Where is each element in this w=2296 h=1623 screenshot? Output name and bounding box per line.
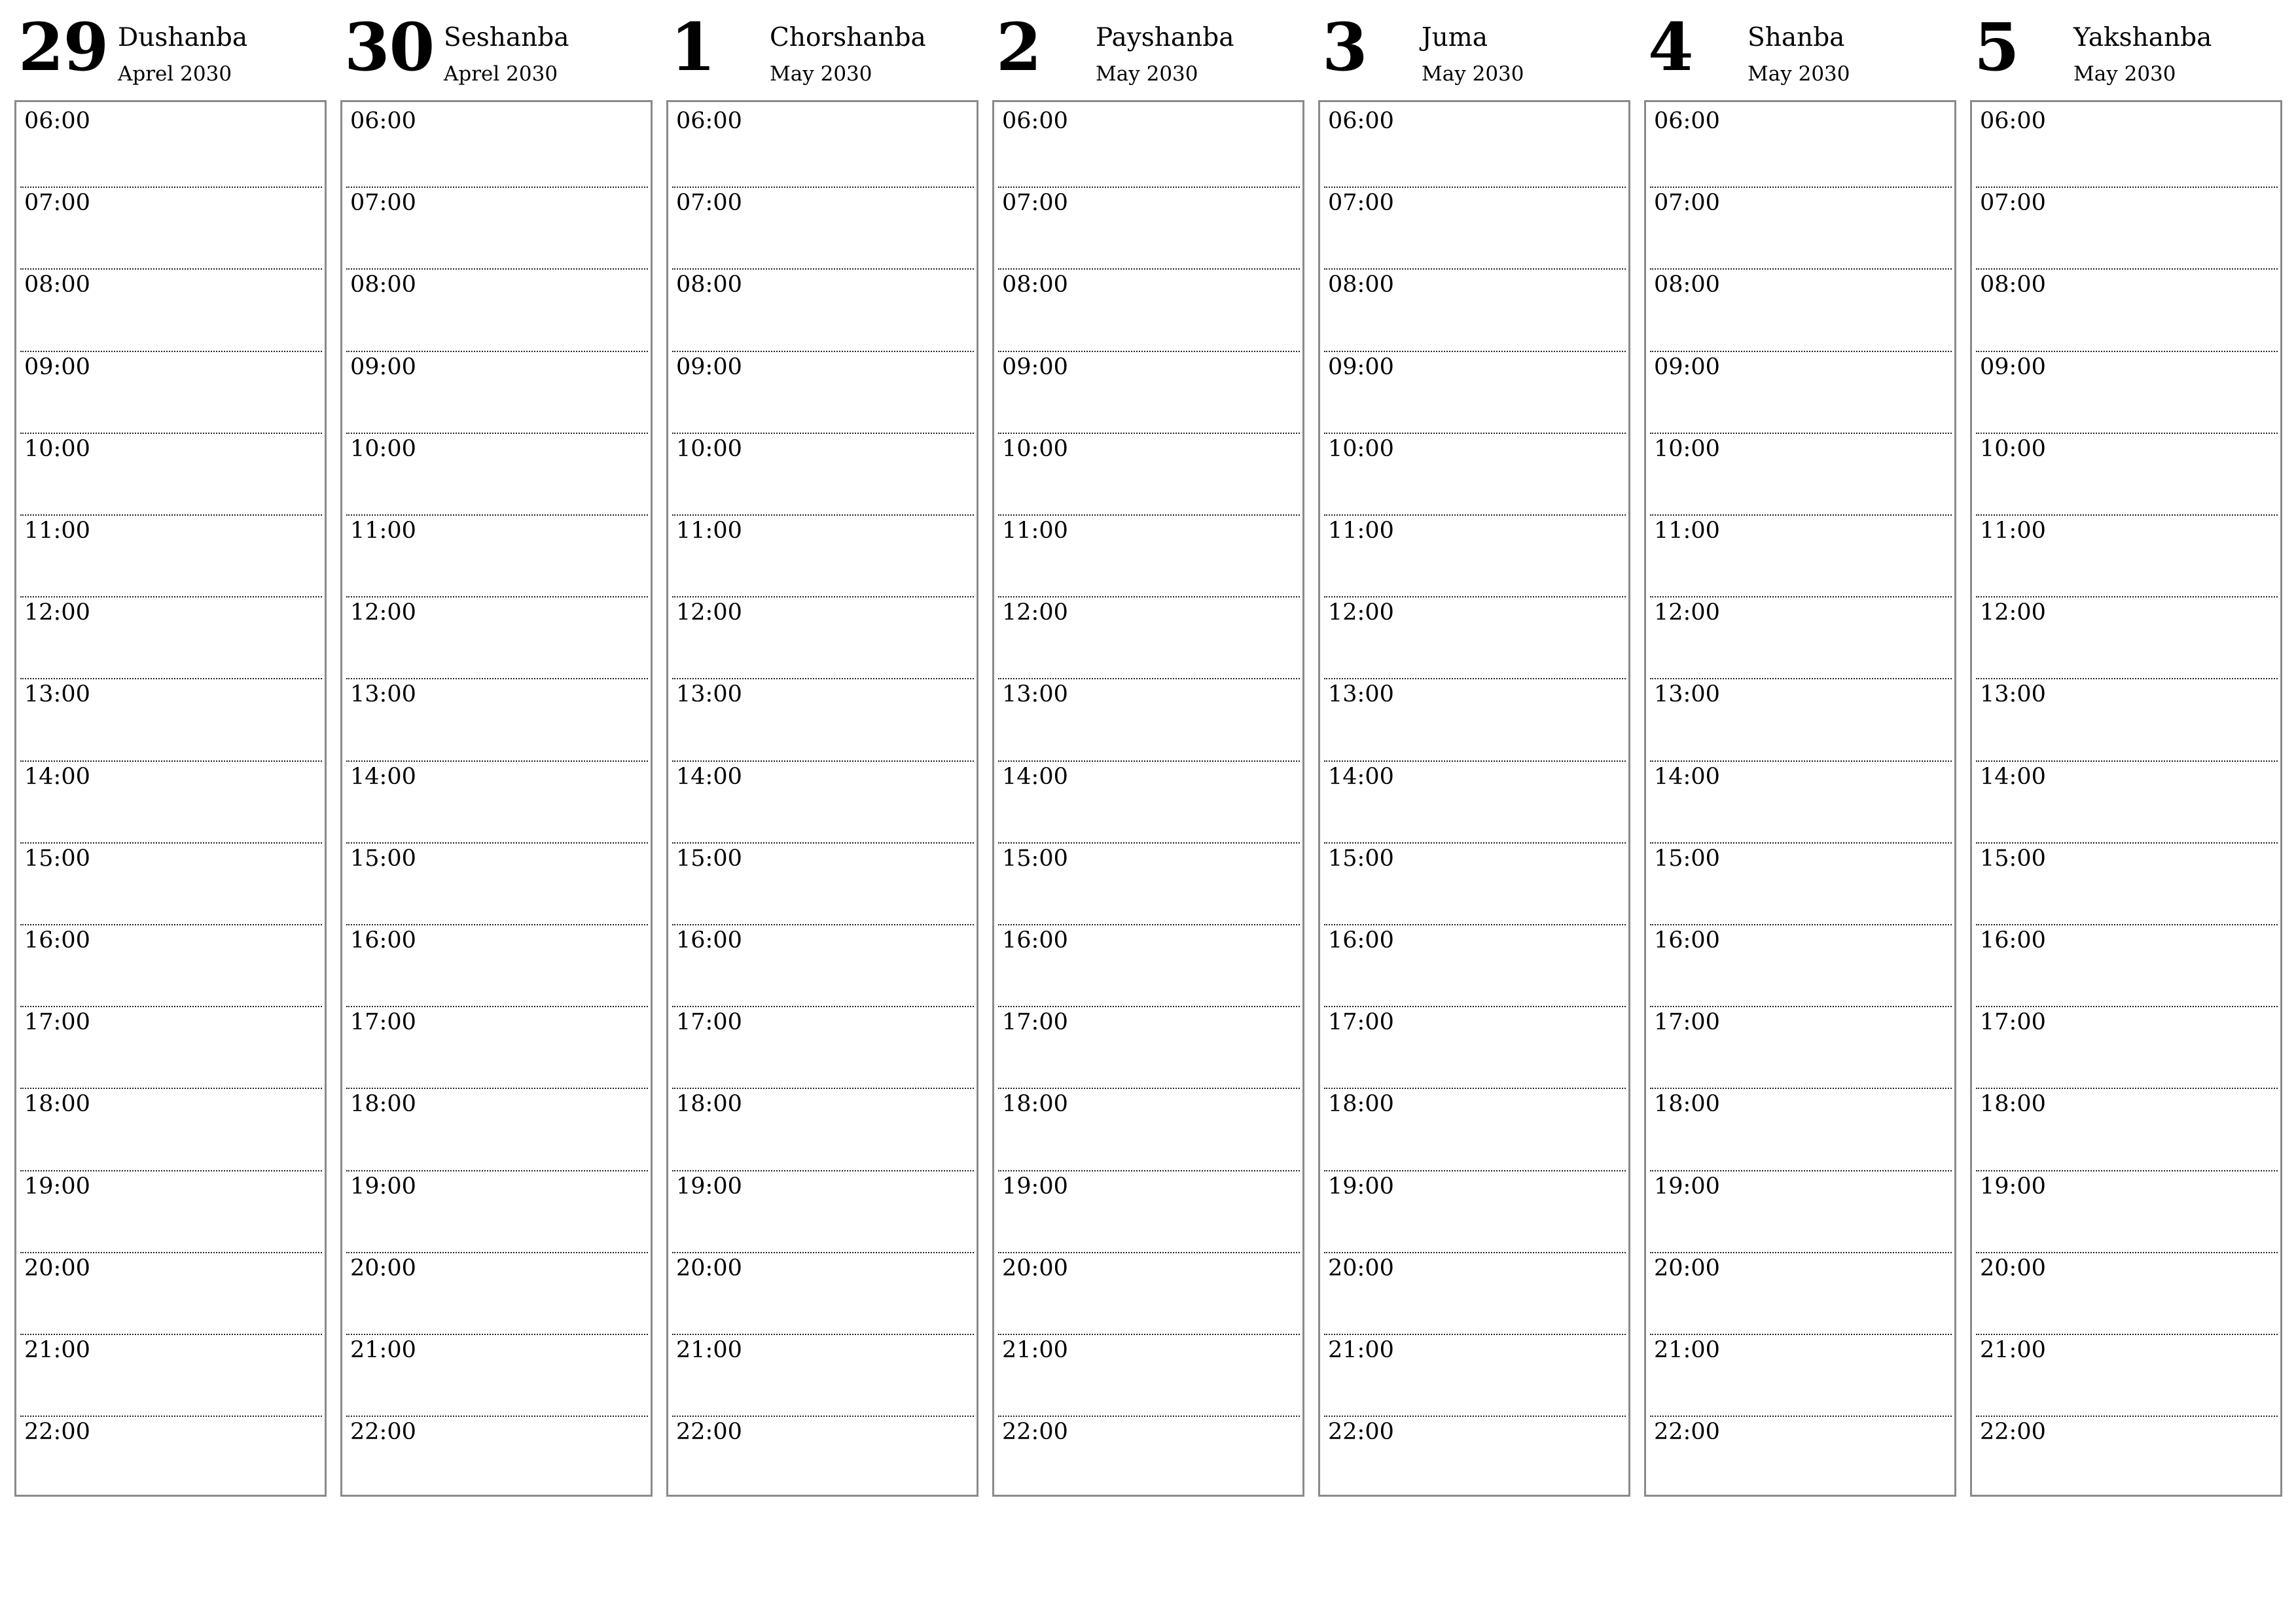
day-column: [992, 0, 1304, 1499]
time-label: 08:00: [24, 272, 90, 298]
time-slot[interactable]: [1976, 679, 2278, 761]
time-slot[interactable]: [1650, 679, 1952, 761]
time-label: 17:00: [1328, 1009, 1394, 1036]
time-label: 11:00: [24, 518, 90, 544]
day-column: [340, 0, 653, 1499]
time-slot[interactable]: [346, 1253, 648, 1335]
day-schedule-box: [666, 100, 978, 1497]
time-label: 12:00: [1980, 599, 2046, 626]
day-header: [1970, 0, 2282, 98]
time-label: 20:00: [1328, 1255, 1394, 1281]
day-month: May 2030: [1096, 62, 1198, 86]
time-label: 10:00: [1654, 435, 1720, 462]
time-slot[interactable]: [672, 516, 974, 597]
time-slot[interactable]: [1324, 679, 1626, 761]
time-slot[interactable]: [20, 1007, 322, 1089]
time-slot[interactable]: [1324, 434, 1626, 516]
time-slot[interactable]: [20, 434, 322, 516]
time-slot[interactable]: [672, 1171, 974, 1253]
day-month: May 2030: [770, 62, 872, 86]
time-slot[interactable]: [998, 1007, 1300, 1089]
time-label: 08:00: [1328, 272, 1394, 298]
day-column: [1644, 0, 1956, 1499]
day-number: 1: [670, 9, 715, 86]
time-label: 18:00: [1328, 1091, 1394, 1118]
time-slot[interactable]: [672, 106, 974, 188]
time-label: 06:00: [1654, 108, 1720, 134]
time-label: 22:00: [676, 1419, 742, 1446]
time-slot[interactable]: [672, 1335, 974, 1417]
time-label: 16:00: [350, 927, 416, 954]
day-number: 4: [1648, 9, 1693, 86]
time-label: 17:00: [1654, 1009, 1720, 1036]
time-slot[interactable]: [20, 925, 322, 1007]
time-label: 13:00: [350, 681, 416, 708]
time-label: 12:00: [350, 599, 416, 626]
time-slot[interactable]: [1324, 1171, 1626, 1253]
time-slot[interactable]: [1976, 434, 2278, 516]
time-slot[interactable]: [346, 434, 648, 516]
time-label: 19:00: [1328, 1173, 1394, 1200]
day-name: Dushanba: [118, 23, 248, 52]
time-slot[interactable]: [20, 270, 322, 351]
time-label: 18:00: [24, 1091, 90, 1118]
time-label: 12:00: [1002, 599, 1068, 626]
time-label: 09:00: [1980, 353, 2046, 380]
time-label: 19:00: [676, 1173, 742, 1200]
time-slot[interactable]: [1324, 762, 1626, 844]
day-header: [992, 0, 1304, 98]
day-number: 30: [344, 9, 435, 86]
time-slot[interactable]: [672, 597, 974, 679]
time-slot[interactable]: [346, 1089, 648, 1171]
time-slot[interactable]: [20, 1417, 322, 1499]
time-label: 13:00: [1980, 681, 2046, 708]
day-column: [14, 0, 327, 1499]
time-label: 19:00: [1002, 1173, 1068, 1200]
time-slot[interactable]: [1650, 762, 1952, 844]
time-slot[interactable]: [998, 844, 1300, 925]
time-label: 13:00: [1654, 681, 1720, 708]
time-slot[interactable]: [20, 1253, 322, 1335]
time-slot[interactable]: [1324, 270, 1626, 351]
day-name: Payshanba: [1096, 23, 1234, 52]
time-label: 16:00: [1654, 927, 1720, 954]
time-slot[interactable]: [672, 925, 974, 1007]
day-schedule-box: [1970, 100, 2282, 1497]
time-label: 14:00: [1654, 763, 1720, 790]
time-slot[interactable]: [1976, 1007, 2278, 1089]
time-slot[interactable]: [20, 1089, 322, 1171]
time-label: 16:00: [1328, 927, 1394, 954]
time-slot[interactable]: [1976, 1335, 2278, 1417]
time-label: 10:00: [1980, 435, 2046, 462]
time-label: 14:00: [350, 763, 416, 790]
time-slot[interactable]: [346, 270, 648, 351]
day-name: Yakshanba: [2073, 23, 2212, 52]
time-label: 09:00: [1328, 353, 1394, 380]
time-label: 07:00: [1980, 190, 2046, 217]
time-label: 11:00: [350, 518, 416, 544]
day-month: Aprel 2030: [118, 62, 232, 86]
time-slot[interactable]: [20, 597, 322, 679]
time-label: 12:00: [1328, 599, 1394, 626]
time-slot[interactable]: [998, 270, 1300, 351]
time-label: 20:00: [1654, 1255, 1720, 1281]
time-label: 21:00: [24, 1337, 90, 1363]
time-slot[interactable]: [1976, 1089, 2278, 1171]
time-slot[interactable]: [998, 188, 1300, 270]
time-slot[interactable]: [672, 1417, 974, 1499]
time-slot[interactable]: [1324, 516, 1626, 597]
time-slot[interactable]: [998, 1253, 1300, 1335]
time-label: 16:00: [1002, 927, 1068, 954]
time-slot[interactable]: [1976, 188, 2278, 270]
time-label: 22:00: [350, 1419, 416, 1446]
time-label: 11:00: [1654, 518, 1720, 544]
day-month: May 2030: [1422, 62, 1524, 86]
time-slot[interactable]: [1976, 270, 2278, 351]
time-label: 15:00: [1654, 845, 1720, 872]
time-slot[interactable]: [1324, 188, 1626, 270]
time-label: 10:00: [1328, 435, 1394, 462]
time-slot[interactable]: [998, 106, 1300, 188]
time-slot[interactable]: [672, 434, 974, 516]
time-label: 16:00: [676, 927, 742, 954]
time-slot[interactable]: [346, 925, 648, 1007]
time-slot[interactable]: [20, 844, 322, 925]
time-label: 07:00: [24, 190, 90, 217]
time-slot[interactable]: [672, 352, 974, 434]
time-slot[interactable]: [346, 762, 648, 844]
time-label: 12:00: [1654, 599, 1720, 626]
time-label: 12:00: [676, 599, 742, 626]
time-label: 10:00: [350, 435, 416, 462]
time-slot[interactable]: [1324, 1335, 1626, 1417]
time-label: 06:00: [350, 108, 416, 134]
day-name: Shanba: [1748, 23, 1845, 52]
time-slot[interactable]: [1324, 106, 1626, 188]
time-slot[interactable]: [672, 844, 974, 925]
time-label: 15:00: [1328, 845, 1394, 872]
time-slot[interactable]: [1976, 1417, 2278, 1499]
time-label: 21:00: [1980, 1337, 2046, 1363]
time-slot[interactable]: [998, 925, 1300, 1007]
day-number: 5: [1974, 9, 2019, 86]
time-label: 20:00: [1002, 1255, 1068, 1281]
time-slot[interactable]: [672, 1089, 974, 1171]
time-label: 10:00: [676, 435, 742, 462]
time-label: 06:00: [1328, 108, 1394, 134]
time-slot[interactable]: [1650, 270, 1952, 351]
time-slot[interactable]: [998, 597, 1300, 679]
time-label: 11:00: [676, 518, 742, 544]
time-label: 18:00: [350, 1091, 416, 1118]
time-label: 17:00: [1980, 1009, 2046, 1036]
time-label: 06:00: [676, 108, 742, 134]
time-label: 22:00: [1328, 1419, 1394, 1446]
time-label: 07:00: [1328, 190, 1394, 217]
time-label: 14:00: [676, 763, 742, 790]
time-slot[interactable]: [1976, 925, 2278, 1007]
time-label: 17:00: [1002, 1009, 1068, 1036]
time-label: 12:00: [24, 599, 90, 626]
time-label: 07:00: [1654, 190, 1720, 217]
time-slot[interactable]: [1650, 1417, 1952, 1499]
time-label: 09:00: [676, 353, 742, 380]
time-label: 15:00: [350, 845, 416, 872]
time-label: 14:00: [1328, 763, 1394, 790]
time-label: 10:00: [1002, 435, 1068, 462]
time-slot[interactable]: [20, 188, 322, 270]
time-label: 21:00: [676, 1337, 742, 1363]
time-label: 08:00: [1002, 272, 1068, 298]
time-slot[interactable]: [1976, 352, 2278, 434]
time-slot[interactable]: [346, 844, 648, 925]
time-slot[interactable]: [1650, 1253, 1952, 1335]
time-label: 08:00: [1654, 272, 1720, 298]
time-label: 15:00: [676, 845, 742, 872]
time-label: 19:00: [1980, 1173, 2046, 1200]
day-header: [340, 0, 653, 98]
day-number: 29: [18, 9, 109, 86]
time-slot[interactable]: [1976, 597, 2278, 679]
time-slot[interactable]: [346, 188, 648, 270]
time-slot[interactable]: [998, 1417, 1300, 1499]
time-label: 06:00: [1002, 108, 1068, 134]
time-slot[interactable]: [20, 762, 322, 844]
time-label: 06:00: [24, 108, 90, 134]
time-label: 06:00: [1980, 108, 2046, 134]
time-slot[interactable]: [346, 1335, 648, 1417]
time-label: 14:00: [1980, 763, 2046, 790]
time-slot[interactable]: [672, 270, 974, 351]
time-slot[interactable]: [346, 1417, 648, 1499]
time-label: 15:00: [1002, 845, 1068, 872]
time-label: 11:00: [1002, 518, 1068, 544]
time-label: 09:00: [350, 353, 416, 380]
day-schedule-box: [1318, 100, 1630, 1497]
time-label: 13:00: [24, 681, 90, 708]
time-label: 16:00: [24, 927, 90, 954]
time-label: 13:00: [1002, 681, 1068, 708]
time-label: 13:00: [676, 681, 742, 708]
time-slot[interactable]: [1650, 925, 1952, 1007]
time-slot[interactable]: [1976, 844, 2278, 925]
time-label: 19:00: [350, 1173, 416, 1200]
time-slot[interactable]: [998, 1089, 1300, 1171]
time-slot[interactable]: [346, 352, 648, 434]
time-label: 14:00: [24, 763, 90, 790]
time-label: 09:00: [24, 353, 90, 380]
time-slot[interactable]: [346, 106, 648, 188]
time-slot[interactable]: [998, 1335, 1300, 1417]
time-slot[interactable]: [1324, 1089, 1626, 1171]
time-label: 18:00: [676, 1091, 742, 1118]
day-name: Seshanba: [444, 23, 569, 52]
day-header: [1318, 0, 1630, 98]
time-slot[interactable]: [672, 1253, 974, 1335]
time-slot[interactable]: [1650, 106, 1952, 188]
day-month: May 2030: [1748, 62, 1850, 86]
time-label: 09:00: [1654, 353, 1720, 380]
time-label: 18:00: [1654, 1091, 1720, 1118]
time-slot[interactable]: [1650, 1007, 1952, 1089]
day-month: May 2030: [2073, 62, 2176, 86]
time-label: 07:00: [350, 190, 416, 217]
time-label: 13:00: [1328, 681, 1394, 708]
time-label: 09:00: [1002, 353, 1068, 380]
day-number: 3: [1322, 9, 1367, 86]
time-label: 16:00: [1980, 927, 2046, 954]
time-slot[interactable]: [1976, 762, 2278, 844]
time-slot[interactable]: [1650, 1171, 1952, 1253]
time-slot[interactable]: [20, 516, 322, 597]
time-slot[interactable]: [672, 1007, 974, 1089]
time-label: 08:00: [1980, 272, 2046, 298]
time-slot[interactable]: [998, 352, 1300, 434]
time-label: 07:00: [1002, 190, 1068, 217]
time-slot[interactable]: [1976, 106, 2278, 188]
time-label: 20:00: [350, 1255, 416, 1281]
day-number: 2: [996, 9, 1041, 86]
day-name: Chorshanba: [770, 23, 926, 52]
time-slot[interactable]: [1324, 597, 1626, 679]
day-schedule-box: [340, 100, 653, 1497]
day-schedule-box: [992, 100, 1304, 1497]
time-label: 07:00: [676, 190, 742, 217]
time-label: 17:00: [676, 1009, 742, 1036]
time-slot[interactable]: [346, 597, 648, 679]
time-label: 19:00: [24, 1173, 90, 1200]
time-slot[interactable]: [1650, 352, 1952, 434]
day-column: [1970, 0, 2282, 1499]
time-label: 20:00: [1980, 1255, 2046, 1281]
time-label: 08:00: [350, 272, 416, 298]
day-header: [1644, 0, 1956, 98]
time-slot[interactable]: [1650, 1335, 1952, 1417]
time-label: 22:00: [1654, 1419, 1720, 1446]
day-schedule-box: [1644, 100, 1956, 1497]
time-slot[interactable]: [998, 1171, 1300, 1253]
time-slot[interactable]: [672, 188, 974, 270]
time-slot[interactable]: [1650, 434, 1952, 516]
time-slot[interactable]: [346, 1007, 648, 1089]
time-label: 15:00: [24, 845, 90, 872]
time-label: 21:00: [1654, 1337, 1720, 1363]
time-slot[interactable]: [1324, 925, 1626, 1007]
time-slot[interactable]: [346, 1171, 648, 1253]
time-label: 15:00: [1980, 845, 2046, 872]
time-label: 22:00: [1980, 1419, 2046, 1446]
time-slot[interactable]: [1650, 188, 1952, 270]
time-slot[interactable]: [346, 679, 648, 761]
time-slot[interactable]: [20, 1171, 322, 1253]
time-slot[interactable]: [1324, 1253, 1626, 1335]
day-header: [666, 0, 978, 98]
time-slot[interactable]: [1650, 597, 1952, 679]
time-label: 10:00: [24, 435, 90, 462]
time-label: 11:00: [1328, 518, 1394, 544]
time-slot[interactable]: [346, 516, 648, 597]
day-month: Aprel 2030: [444, 62, 558, 86]
time-slot[interactable]: [1976, 1253, 2278, 1335]
time-label: 14:00: [1002, 763, 1068, 790]
time-label: 20:00: [24, 1255, 90, 1281]
time-label: 17:00: [24, 1009, 90, 1036]
time-label: 11:00: [1980, 518, 2046, 544]
time-slot[interactable]: [998, 679, 1300, 761]
time-slot[interactable]: [1650, 1089, 1952, 1171]
time-label: 18:00: [1980, 1091, 2046, 1118]
time-label: 21:00: [1328, 1337, 1394, 1363]
time-slot[interactable]: [1650, 844, 1952, 925]
day-name: Juma: [1422, 23, 1488, 52]
time-label: 21:00: [350, 1337, 416, 1363]
time-label: 22:00: [1002, 1419, 1068, 1446]
time-label: 22:00: [24, 1419, 90, 1446]
day-schedule-box: [14, 100, 327, 1497]
time-slot[interactable]: [998, 434, 1300, 516]
day-header: [14, 0, 327, 98]
weekly-planner: [14, 0, 2282, 1499]
time-slot[interactable]: [1324, 1007, 1626, 1089]
time-slot[interactable]: [20, 106, 322, 188]
time-slot[interactable]: [672, 762, 974, 844]
day-column: [666, 0, 978, 1499]
time-slot[interactable]: [998, 516, 1300, 597]
time-slot[interactable]: [20, 679, 322, 761]
time-label: 18:00: [1002, 1091, 1068, 1118]
time-label: 17:00: [350, 1009, 416, 1036]
time-slot[interactable]: [998, 762, 1300, 844]
time-slot[interactable]: [1976, 516, 2278, 597]
time-slot[interactable]: [672, 679, 974, 761]
time-slot[interactable]: [1324, 352, 1626, 434]
time-slot[interactable]: [1324, 844, 1626, 925]
time-label: 20:00: [676, 1255, 742, 1281]
time-slot[interactable]: [20, 352, 322, 434]
time-slot[interactable]: [1976, 1171, 2278, 1253]
time-slot[interactable]: [1650, 516, 1952, 597]
time-label: 08:00: [676, 272, 742, 298]
time-label: 21:00: [1002, 1337, 1068, 1363]
time-label: 19:00: [1654, 1173, 1720, 1200]
time-slot[interactable]: [20, 1335, 322, 1417]
time-slot[interactable]: [1324, 1417, 1626, 1499]
day-column: [1318, 0, 1630, 1499]
